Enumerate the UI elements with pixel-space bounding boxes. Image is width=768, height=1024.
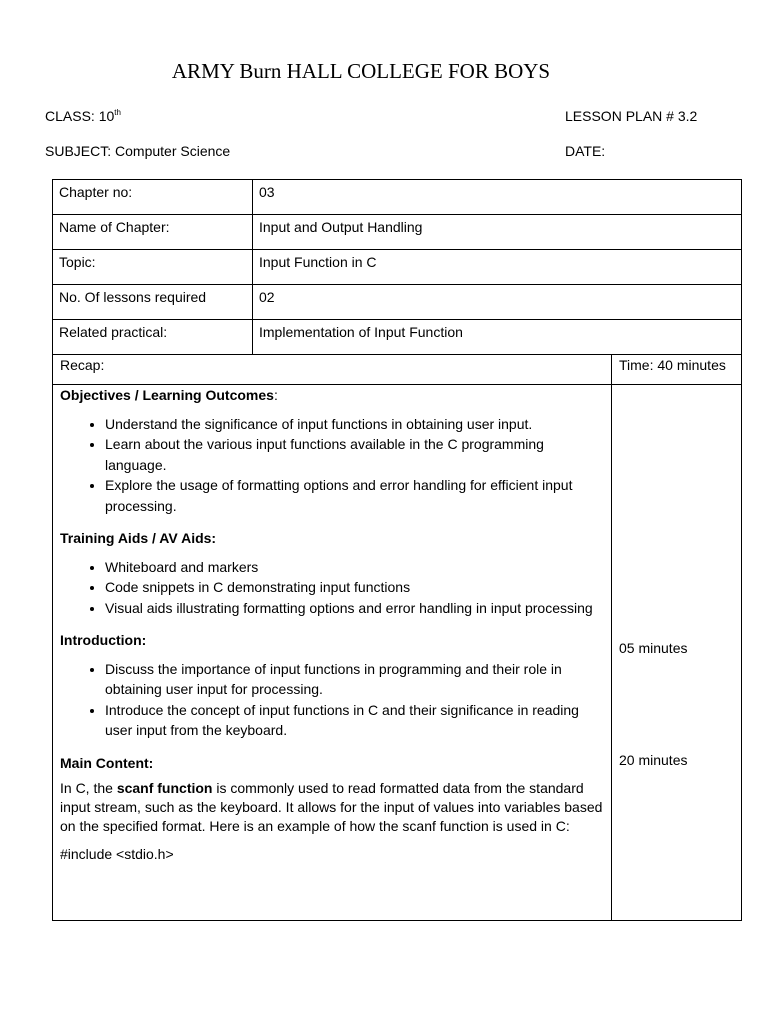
class-superscript: th	[114, 108, 121, 117]
row-label: Name of Chapter:	[53, 215, 253, 250]
list-item: • Visual aids illustrating formatting options and error handling in input processing	[105, 598, 605, 619]
objectives-heading-text: Objectives / Learning Outcomes	[60, 387, 274, 403]
college-title: ARMY Burn HALL COLLEGE FOR BOYS	[171, 59, 551, 83]
table-row	[53, 250, 742, 285]
list-item: • Discuss the importance of input functions in programming and their role in obtaining user input for processing.	[105, 659, 605, 700]
row-label: No. Of lessons required	[53, 285, 253, 320]
list-item: • Code snippets in C demonstrating input functions	[105, 577, 605, 598]
objectives-heading	[60, 385, 605, 406]
introduction-heading: Introduction:	[60, 632, 147, 648]
code-line: #include <stdio.h>	[60, 846, 174, 862]
row-value: Implementation of Input Function	[253, 320, 742, 355]
list-item: • Learn about the various input functions available in the C programming language.	[105, 434, 605, 475]
table-row	[53, 320, 742, 355]
lesson-plan-number: LESSON PLAN # 3.2	[565, 108, 698, 124]
time-introduction: 05 minutes	[619, 640, 688, 656]
recap-label: Recap:	[60, 357, 105, 373]
row-value: 02	[253, 285, 742, 320]
row-label: Related practical:	[53, 320, 253, 355]
training-aids-list	[60, 557, 605, 619]
list-item: • Explore the usage of formatting options and error handling for efficient input processing.	[105, 475, 605, 516]
row-value: Input and Output Handling	[253, 215, 742, 250]
main-content-paragraph	[60, 779, 605, 836]
table-row	[53, 285, 742, 320]
date-label: DATE:	[565, 143, 606, 159]
list-item: • Understand the significance of input functions in obtaining user input.	[105, 414, 605, 435]
scanf-emphasis: scanf function	[116, 780, 213, 796]
row-value: 03	[253, 180, 742, 215]
table-row	[53, 180, 742, 215]
class-text: CLASS: 10	[45, 108, 115, 124]
row-label: Topic:	[53, 250, 253, 285]
list-item: • Introduce the concept of input functions in C and their significance in reading user input from the keyboard.	[105, 700, 605, 741]
table-row	[53, 215, 742, 250]
objectives-colon: :	[273, 387, 278, 403]
objectives-list	[60, 414, 605, 517]
time-main-content: 20 minutes	[619, 752, 688, 768]
training-aids-heading: Training Aids / AV Aids:	[60, 530, 217, 546]
main-content-heading: Main Content:	[60, 754, 154, 771]
lesson-plan-box	[52, 354, 742, 921]
main-text-start: In C, the	[60, 780, 117, 796]
main-text-rest: is commonly used to read formatted data from the standard input stream, such as the keyboard. It allows for the input of values into variables based on the specified format. Here is an example of how the scanf function is used in C:	[60, 780, 603, 834]
row-label: Chapter no:	[53, 180, 253, 215]
list-item: • Whiteboard and markers	[105, 557, 605, 578]
chapter-info-table	[52, 179, 742, 355]
lesson-content	[60, 385, 605, 864]
introduction-list	[60, 659, 605, 741]
row-value: Input Function in C	[253, 250, 742, 285]
class-label	[45, 108, 121, 125]
time-total: Time: 40 minutes	[619, 357, 726, 373]
column-divider	[611, 354, 612, 920]
subject-label: SUBJECT: Computer Science	[45, 143, 231, 159]
